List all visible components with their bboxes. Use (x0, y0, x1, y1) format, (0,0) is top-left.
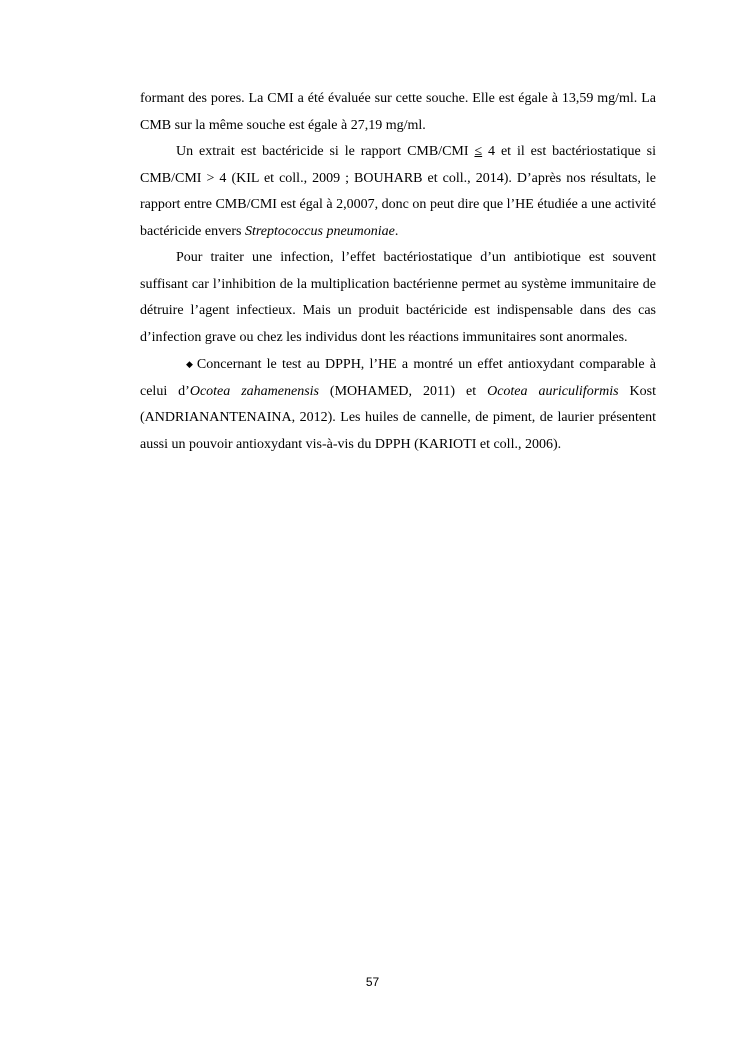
paragraph-text-part-1: Un extrait est bactéricide si le rapport CMB/CMI (176, 144, 475, 159)
diamond-bullet-icon: ◆ (186, 359, 193, 369)
paragraph-pores-cmi-cmb (140, 86, 656, 139)
paragraph-text-part-3: Kost (ANDRIANANTENAINA, 2012). Les huiles de cannelle, de piment, de laurier présentent aussi un pouvoir antioxydant vis-à-vis du DPPH (KARIOTI et coll., 2006). (140, 383, 656, 452)
page-number: 57 (365, 975, 380, 989)
paragraph-text-part-1: Concernant le test au DPPH, l’HE a montré un effet antioxydant comparable à celui d’ (140, 357, 656, 399)
paragraph-text-part-2: (MOHAMED, 2011) et (318, 383, 488, 399)
paragraph-infection-treatment (140, 245, 656, 351)
leq-symbol: ≤ (474, 144, 483, 159)
paragraph-text-part-2: 4 et il est bactériostatique si CMB/CMI > 4 (KIL et coll., 2009 ; BOUHARB et coll., 2014). D’après nos résultats, le rapport entre CMB/CMI est égal à 2,0007, donc on peut dire que l’HE étudiée a une activité bactéricide envers (140, 144, 657, 239)
species-name-1: Ocotea zahamenensis (189, 383, 319, 399)
species-name: Streptococcus pneumoniae (244, 223, 395, 239)
paragraph-bactericide-ratio (140, 139, 656, 245)
paragraph-text: formant des pores. La CMI a été évaluée sur cette souche. Elle est égale à 13,59 mg/ml. La CMB sur la même souche est égale à 27,19 mg/ml. (140, 91, 656, 133)
page-body (140, 86, 656, 458)
paragraph-end: . (394, 223, 399, 239)
paragraph-dpph-antioxidant (140, 351, 656, 458)
species-name-2: Ocotea auriculiformis (487, 383, 619, 399)
paragraph-text: Pour traiter une infection, l’effet bactériostatique d’un antibiotique est souvent suffisant car l’inhibition de la multiplication bactérienne permet au système immunitaire de détruire l’agent infectieux. Mais un produit bactéricide est indispensable dans des cas d’infection grave ou chez les individus dont les réactions immunitaires sont anormales. (140, 250, 656, 345)
